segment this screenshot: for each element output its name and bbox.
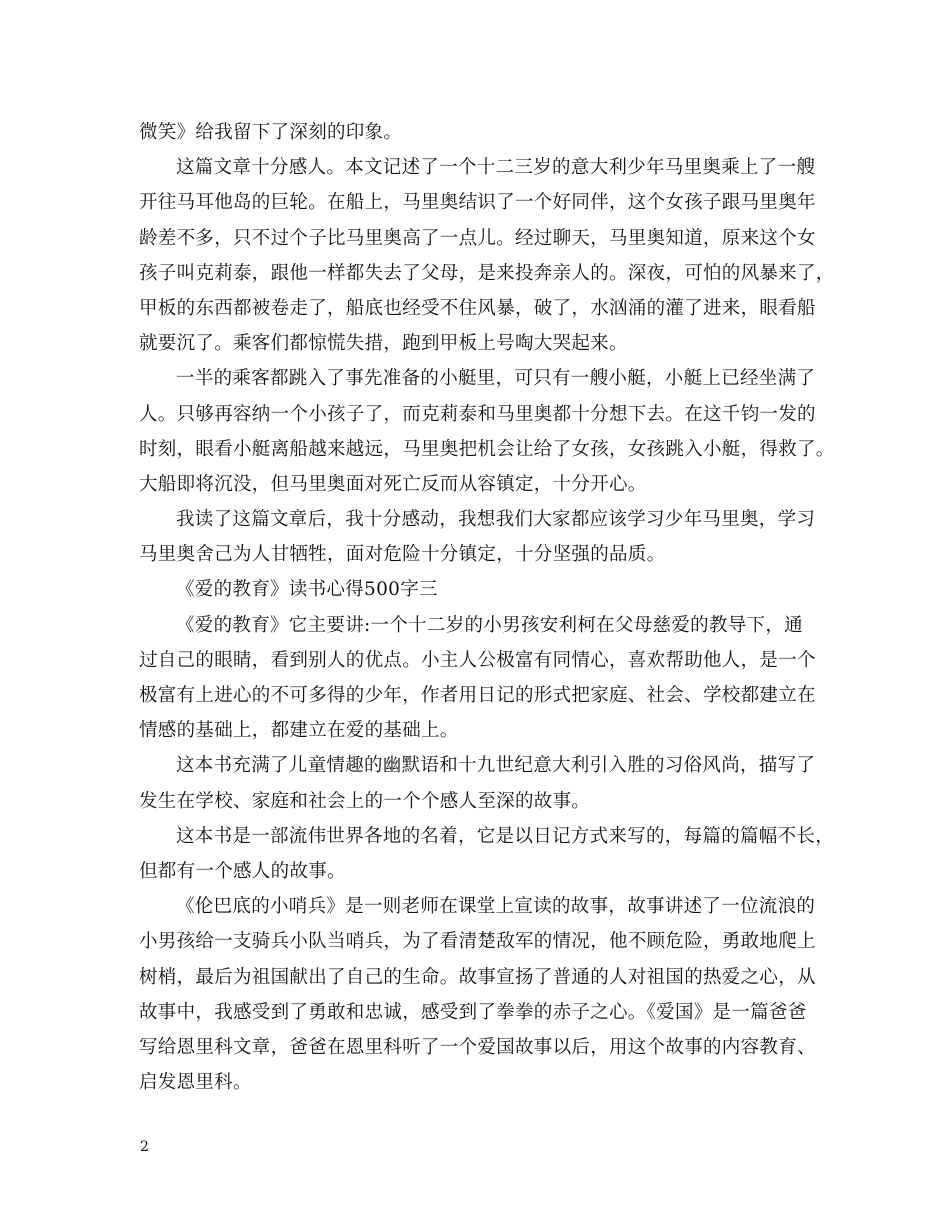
text-line: 《爱的教育》它主要讲:一个十二岁的小男孩安利柯在父母慈爱的教导下，通 bbox=[176, 614, 803, 636]
text-line: 极富有上进心的不可多得的少年，作者用日记的形式把家庭、社会、学校都建立在 bbox=[139, 685, 816, 706]
document-body bbox=[139, 115, 835, 1100]
text-line: 小男孩给一支骑兵小队当哨兵，为了看清楚敌军的情况，他不顾危险，勇敢地爬上 bbox=[139, 931, 816, 953]
text-line: 人。只够再容纳一个小孩子了，而克莉泰和马里奥都十分想下去。在这千钧一发的 bbox=[139, 403, 816, 425]
page-number: 2 bbox=[140, 1139, 149, 1155]
text-line: 情感的基础上，都建立在爱的基础上。 bbox=[139, 720, 459, 742]
text-line: 这本书充满了儿童情趣的幽默语和十九世纪意大利引入胜的习俗风尚，描写了 bbox=[176, 755, 816, 777]
text-line: 龄差不多，只不过个子比马里奥高了一点儿。经过聊天，马里奥知道，原来这个女 bbox=[139, 227, 816, 249]
text-line: 启发恩里科。 bbox=[139, 1072, 252, 1094]
text-line: 孩子叫克莉泰，跟他一样都失去了父母，是来投奔亲人的。深夜，可怕的风暴来了， bbox=[139, 262, 835, 284]
text-line: 这本书是一部流伟世界各地的名着，它是以日记方式来写的，每篇的篇幅不长， bbox=[176, 825, 835, 847]
text-line: 过自己的眼睛，看到别人的优点。小主人公极富有同情心，喜欢帮助他人，是一个 bbox=[139, 649, 816, 671]
text-line: 我读了这篇文章后，我十分感动，我想我们大家都应该学习少年马里奥，学习 bbox=[176, 509, 816, 531]
section-heading: 《爱的教育》读书心得500字三 bbox=[176, 579, 438, 601]
text-line: 马里奥舍己为人甘牺牲，面对危险十分镇定，十分坚强的品质。 bbox=[139, 544, 666, 566]
text-line: 发生在学校、家庭和社会上的一个个感人至深的故事。 bbox=[139, 790, 591, 812]
text-line: 一半的乘客都跳入了事先准备的小艇里，可只有一艘小艇，小艇上已经坐满了 bbox=[176, 368, 816, 390]
text-line: 甲板的东西都被卷走了，船底也经受不住风暴，破了，水汹涌的灌了进来，眼看船 bbox=[139, 297, 816, 319]
text-line: 《伦巴底的小哨兵》是一则老师在课堂上宣读的故事，故事讲述了一位流浪的 bbox=[176, 896, 816, 918]
text-line: 这篇文章十分感人。本文记述了一个十二三岁的意大利少年马里奥乘上了一艘 bbox=[176, 157, 816, 179]
text-line: 树梢，最后为祖国献出了自己的生命。故事宣扬了普通的人对祖国的热爱之心，从 bbox=[139, 966, 816, 988]
text-line: 但都有一个感人的故事。 bbox=[139, 860, 346, 882]
text-line: 大船即将沉没，但马里奥面对死亡反而从容镇定，十分开心。 bbox=[139, 473, 647, 495]
text-line: 微笑》给我留下了深刻的印象。 bbox=[139, 122, 403, 143]
text-line: 故事中，我感受到了勇敢和忠诚，感受到了拳拳的赤子之心。《爱国》是一篇爸爸 bbox=[139, 1001, 807, 1023]
text-line: 写给恩里科文章，爸爸在恩里科听了一个爱国故事以后，用这个故事的内容教育、 bbox=[139, 1036, 816, 1058]
text-line: 开往马耳他岛的巨轮。在船上，马里奥结识了一个好同伴，这个女孩子跟马里奥年 bbox=[139, 192, 816, 214]
text-line: 时刻，眼看小艇离船越来越远，马里奥把机会让给了女孩，女孩跳入小艇，得救了。 bbox=[139, 438, 835, 460]
text-line: 就要沉了。乘客们都惊慌失措，跑到甲板上号啕大哭起来。 bbox=[139, 333, 628, 355]
